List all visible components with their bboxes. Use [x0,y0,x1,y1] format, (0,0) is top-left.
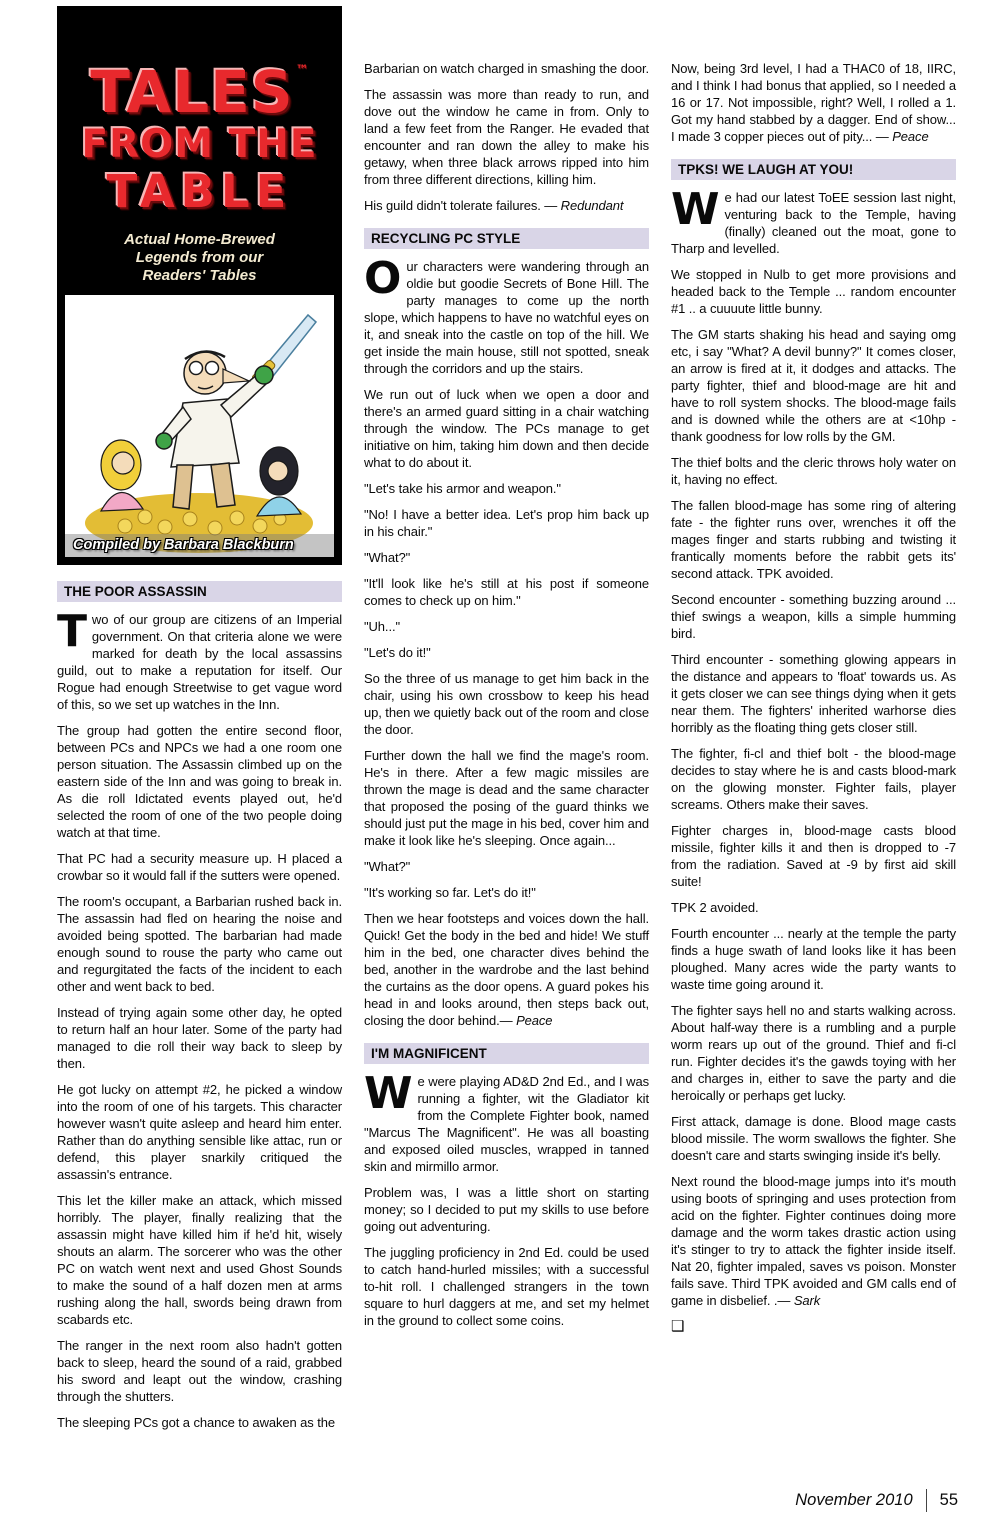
article-paragraph: Problem was, I was a little short on starting money; so I decided to put my skills to use before going out adventuring. [364,1185,649,1234]
article-paragraph: The GM starts shaking his head and saying omg etc, i say "What? A devil bunny?" It comes closer, an arrow is fired at it, it dodges and attacks. The party fighter, thief and blood-mage are hit and have to roll system shocks. The blood-mage fails and is downed while the others are at <10hp - thank goodness for low rolls by the GM. [671,327,956,444]
column-layout [57,6,956,1440]
article-paragraph: The ranger in the next room also hadn't gotten back to sleep, heard the sound of a raid, grabbed his sword and leapt out the window, crashing through the shutters. [57,1338,342,1404]
article-paragraph: "It's working so far. Let's do it!" [364,885,536,900]
article-paragraph: "It'll look like he's still at his post if someone comes to check up on him." [364,576,649,608]
cover-illustration-art [65,295,334,557]
logo-box [57,6,342,565]
article-paragraph: So the three of us manage to get him back in the chair, using his own crossbow to keep his head up, then we quietly back out of the room and close the door. [364,671,649,737]
column-1 [57,6,342,1440]
section-heading: TPKS! WE LAUGH AT YOU! [671,159,956,180]
article-paragraph: Fourth encounter ... nearly at the temple the party finds a huge swath of land looks like it has been ploughed. Many acres wide the party wants to waste time going around it. [671,926,956,992]
article-paragraph: We had our latest ToEE session last night, venturing back to the Temple, having (finally) cleaned out the moat, gone to Tharp and levelled. [671,184,956,256]
article-paragraph: Barbarian on watch charged in smashing the door. [364,61,649,76]
logo-tagline [65,231,334,285]
column-1-content [57,581,342,1431]
logo-title-line1 [65,40,334,126]
article-paragraph: The assassin was more than ready to run, and dove out the window he came in from. Only to land a few feet from the Ranger. He evaded that encounter and ran down the alley to make his getawy, when three black arrows ripped into him from three different directions, killing him. [364,87,649,187]
article-paragraph: "No! I have a better idea. Let's prop him back up in his chair." [364,507,649,539]
author-signature: — Peace [872,129,929,144]
article-paragraph: "Let's take his armor and weapon." [364,481,561,496]
footer-divider [926,1489,927,1512]
article-paragraph: The sleeping PCs got a chance to awaken as the [57,1415,335,1430]
article-paragraph: Instead of trying again some other day, he opted to return half an hour later. Some of the party had managed to die roll their way back to sleep by then. [57,1005,342,1071]
article-paragraph: "What?" [364,859,411,874]
article-paragraph: Fighter charges in, blood-mage casts blood missile, fighter kills it and then is dropped to -7 from the radiation. Saved at -9 by first aid skill suite! [671,823,956,889]
section-heading: THE POOR ASSASSIN [57,581,342,602]
logo-title-line3: TABLE [106,165,293,218]
article-paragraph: We run out of luck when we open a door and there's an armed guard sitting in a chair watching through the window. The PCs manage to get initiative on him, taking him down and then decide what to do about it. [364,387,649,470]
article-paragraph: Second encounter - something buzzing around ... thief swings a weapon, kills a simple humming bird. [671,592,956,641]
column-2-content [364,6,649,1440]
footer-date: November 2010 [795,1491,913,1509]
article-paragraph: He got lucky on attempt #2, he picked a window into the room of one of his targets. This character however wasn't quite asleep and heard him enter. Rather than do anything sensible like attac, run or defend, this player snarkily critiqued the assassin's entrance. [57,1082,342,1182]
article-paragraph: "What?" [364,550,411,565]
logo-title-line2: FROM THE [81,122,318,167]
article-paragraph: The fallen blood-mage has some ring of altering fate - the fighter runs over, wrenches it off the mages finger and starts rubbing and twisting it frantically moments before the rabbit gets its' second attack. TPK avoided. [671,498,956,581]
article-paragraph: Third encounter - something glowing appears in the distance and appears to 'float' towards us. As it gets closer we can see things dying when it gets near them. The fighters' inherited warhorse dies horribly as the floating thing gets closer still. [671,652,956,735]
article-paragraph: The thief bolts and the cleric throws holy water on it, having no effect. [671,455,956,487]
article-paragraph: The fighter, fi-cl and thief bolt - the blood-mage decides to stay where he is and casts blood-mark on the glowing monster. Fighter fails, player screams. Others make their saves. [671,746,956,812]
logo-word-tales: TALES [90,58,294,126]
tagline-line2: Legends from our [135,249,264,266]
article-paragraph: Now, being 3rd level, I had a THAC0 of 18, IIRC, and I think I had bonus that applied, so I needed a 16 or 17. Not impossible, right? Well, I rolled a 1. Got my hand stabbed by a dagger. End of show... I made 3 copper pieces out of pity... — Peace [671,61,956,144]
article-paragraph: Two of our group are citizens of an Imperial government. On that criteria alone we were marked for death by the local assassins guild, out to make a reputation for itself. Our Rogue had enough Streetwise to get vague word of this, so we set up watches in the Inn. [57,606,342,712]
article-paragraph: Next round the blood-mage jumps into it's mouth using boots of springing and uses protection from acid on the fighter. Fighter continues doing more damage and the worm takes drastic action using it's stinger to try to attack the fighter inside itself. Nat 20, fighter impaled, saves vs poison. Monster fails save. Third TPK avoided and GM calls end of game in disbelief. .— Sark [671,1174,956,1308]
article-paragraph: First attack, damage is done. Blood mage casts blood missile. The worm swallows the fighter. She doesn't care and starts swinging inside it's belly. [671,1114,956,1163]
article-paragraph: Further down the hall we find the mage's room. He's in there. After a few magic missiles are thrown the mage is dead and the same character that proposed the posing of the guard thinks we should just put the mage in his bed, cover him and make it look like he's sleeping. Once again... [364,748,649,848]
footer-page-number: 55 [939,1491,958,1509]
article-paragraph: TPK 2 avoided. [671,900,759,915]
author-signature: — Redundant [540,198,624,213]
article-paragraph: Then we hear footsteps and voices down the hall. Quick! Get the body in the bed and hide! We stuff him in the bed, one character dives behind the bed, another in the wardrobe and the last behind the curtains as the door opens. A guard pokes his head in and looks around, then steps back out, closing the door behind.— Peace [364,911,649,1028]
section-heading: I'M MAGNIFICENT [364,1043,649,1064]
cover-illustration [65,295,334,557]
end-of-article-mark: ❑ [671,1318,685,1335]
article-paragraph: The group had gotten the entire second floor, between PCs and NPCs we had a one room one person situation. The Assassin climbed up on the eastern side of the Inn and was going to break in. As die roll Idictated events played out, he'd selected the room of one of the two people doing watch at that time. [57,723,342,840]
article-paragraph: His guild didn't tolerate failures. — Redundant [364,198,624,213]
cover-credit: Compiled by Barbara Blackburn [65,534,334,557]
section-heading: RECYCLING PC STYLE [364,228,649,249]
author-signature: — Peace [499,1013,553,1028]
article-paragraph: Our characters were wandering through an oldie but goodie Secrets of Bone Hill. The party manages to come up the north slope, which happens to have no watchful eyes on it, and sneak into the castle on top of the hill. We get inside the main house, still not spotted, sneak through the corridors and up the stairs. [364,253,650,376]
article-paragraph: The room's occupant, a Barbarian rushed back in. The assassin had fled on hearing the noise and avoided being spotted. The barbarian had made enough sound to rouse the party who came out and regurgitated the facts of the incident to each other and went back to bed. [57,894,342,994]
drop-cap: W [364,1068,413,1119]
drop-cap: W [671,184,720,235]
article-paragraph: The juggling proficiency in 2nd Ed. could be used to catch hand-hurled missiles; with a successful to-hit roll. I challenged strangers in the town square to hurl daggers at me, and set my helmet in the ground to collect some coins. [364,1245,649,1328]
article-paragraph: We stopped in Nulb to get more provisions and headed back to the Temple ... random encounter #1 .. a cuuuute little bunny. [671,267,956,316]
trademark-symbol: ™ [295,63,309,78]
column-3-content [671,6,956,1440]
article-paragraph: "Uh..." [364,619,400,634]
drop-cap: O [364,253,402,304]
article-paragraph: This let the killer make an attack, which missed horribly. The player, finally realizing that the assassin might have killed him if he'd hit, wisely shouts an alarm. The sorcerer who was the other PC on watch went next and used Ghost Sounds to make the sound of a half dozen men at arms rushing along the hall, swords being drawn from scabards etc. [57,1193,342,1327]
article-paragraph: We were playing AD&D 2nd Ed., and I was running a fighter, wit the Gladiator kit from the Complete Fighter book, named "Marcus The Magnificent". He was all boasting and exposed oiled muscles, wrapped in tanned skin and mirmillo armor. [364,1068,649,1174]
tagline-line3: Readers' Tables [142,267,257,284]
article-paragraph: The fighter says hell no and starts walking across. About half-way there is a rumbling and a purple worm rears up out of the ground. Thief and fi-cl run. Fighter decides it's the gawds toying with her and charges in, either to save the party and die heroically or perhaps get lucky. [671,1003,956,1103]
page-footer [795,1489,958,1512]
logo-title [65,14,334,217]
drop-cap: T [57,606,87,657]
author-signature: — Sark [777,1293,821,1308]
tagline-line1: Actual Home-Brewed [124,231,275,248]
article-paragraph: That PC had a security measure up. H placed a crowbar so it would fall if the sutters were opened. [57,851,342,883]
article-paragraph: "Let's do it!" [364,645,431,660]
